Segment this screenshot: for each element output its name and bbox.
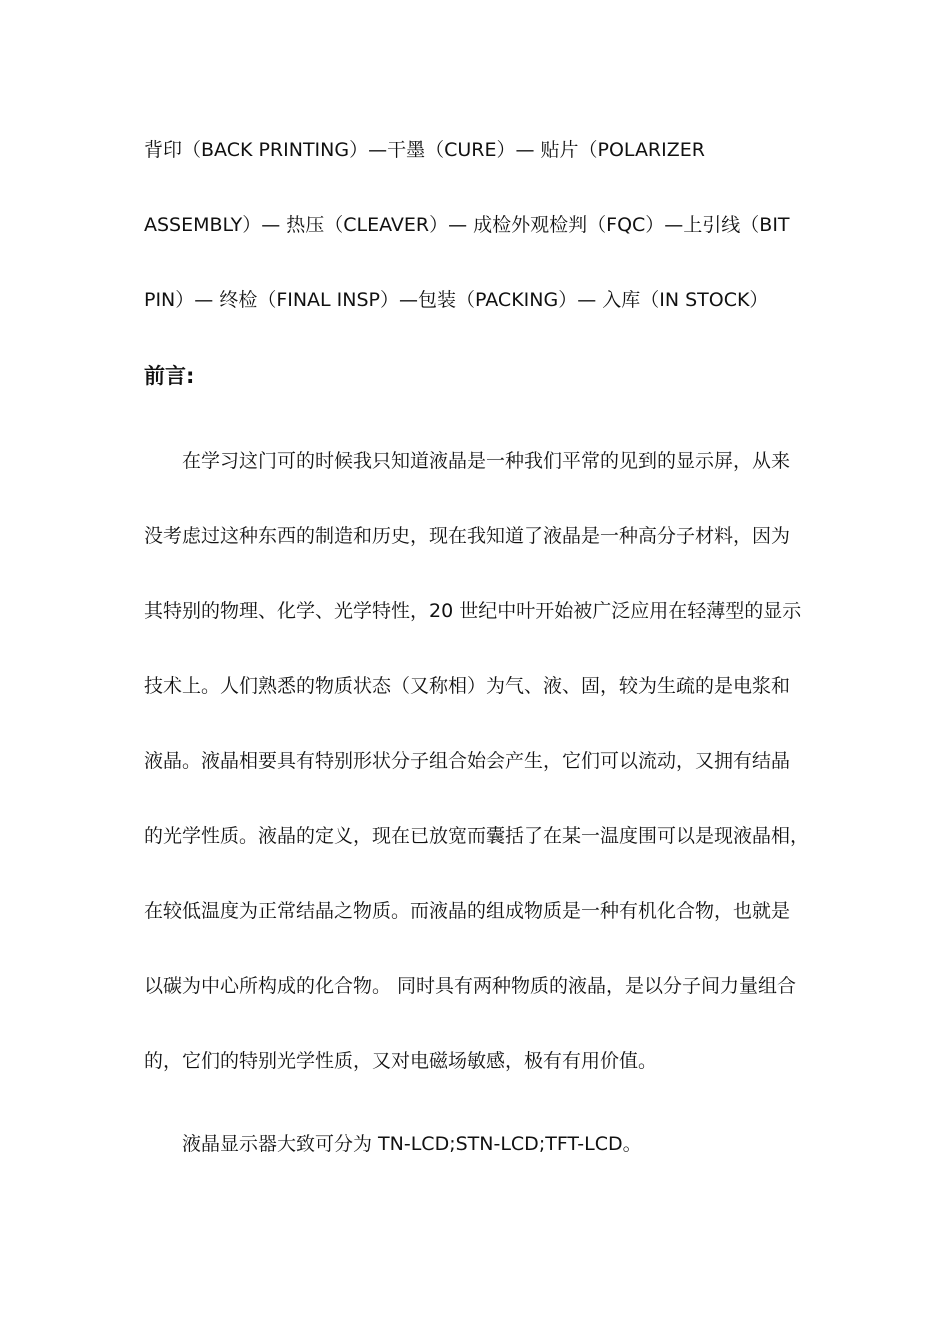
paragraph-2: 液晶显示器大致可分为 TN-LCD;STN-LCD;TFT-LCD。 bbox=[182, 1133, 642, 1155]
paragraph-line-7: 在较低温度为正常结晶之物质。而液晶的组成物质是一种有机化合物，也就是 bbox=[144, 900, 791, 922]
paragraph-line-2: 没考虑过这种东西的制造和历史，现在我知道了液晶是一种高分子材料，因为 bbox=[144, 525, 791, 547]
paragraph-line-3: 其特别的物理、化学、光学特性，20 世纪中叶开始被广泛应用在轻薄型的显示 bbox=[144, 600, 802, 622]
process-line-3: PIN）— 终检（FINAL INSP）—包装（PACKING）— 入库（IN STOCK） bbox=[144, 289, 769, 311]
paragraph-line-8: 以碳为中心所构成的化合物。 同时具有两种物质的液晶，是以分子间力量组合 bbox=[144, 975, 797, 997]
paragraph-line-4: 技术上。人们熟悉的物质状态（又称相）为气、液、固，较为生疏的是电浆和 bbox=[144, 675, 791, 697]
process-line-2: ASSEMBLY）— 热压（CLEAVER）— 成检外观检判（FQC）—上引线（BIT bbox=[144, 214, 790, 236]
paragraph-line-6: 的光学性质。液晶的定义，现在已放宽而囊括了在某一温度围可以是现液晶相， bbox=[144, 825, 810, 847]
paragraph-line-5: 液晶。液晶相要具有特别形状分子组合始会产生，它们可以流动，又拥有结晶 bbox=[144, 750, 791, 772]
process-line-1: 背印（BACK PRINTING）—干墨（CURE）— 贴片（POLARIZER bbox=[144, 139, 705, 161]
paragraph-line-9: 的，它们的特别光学性质，又对电磁场敏感，极有有用价值。 bbox=[144, 1050, 658, 1072]
paragraph-line-1: 在学习这门可的时候我只知道液晶是一种我们平常的见到的显示屏，从来 bbox=[182, 450, 791, 472]
section-heading: 前言: bbox=[144, 364, 195, 388]
